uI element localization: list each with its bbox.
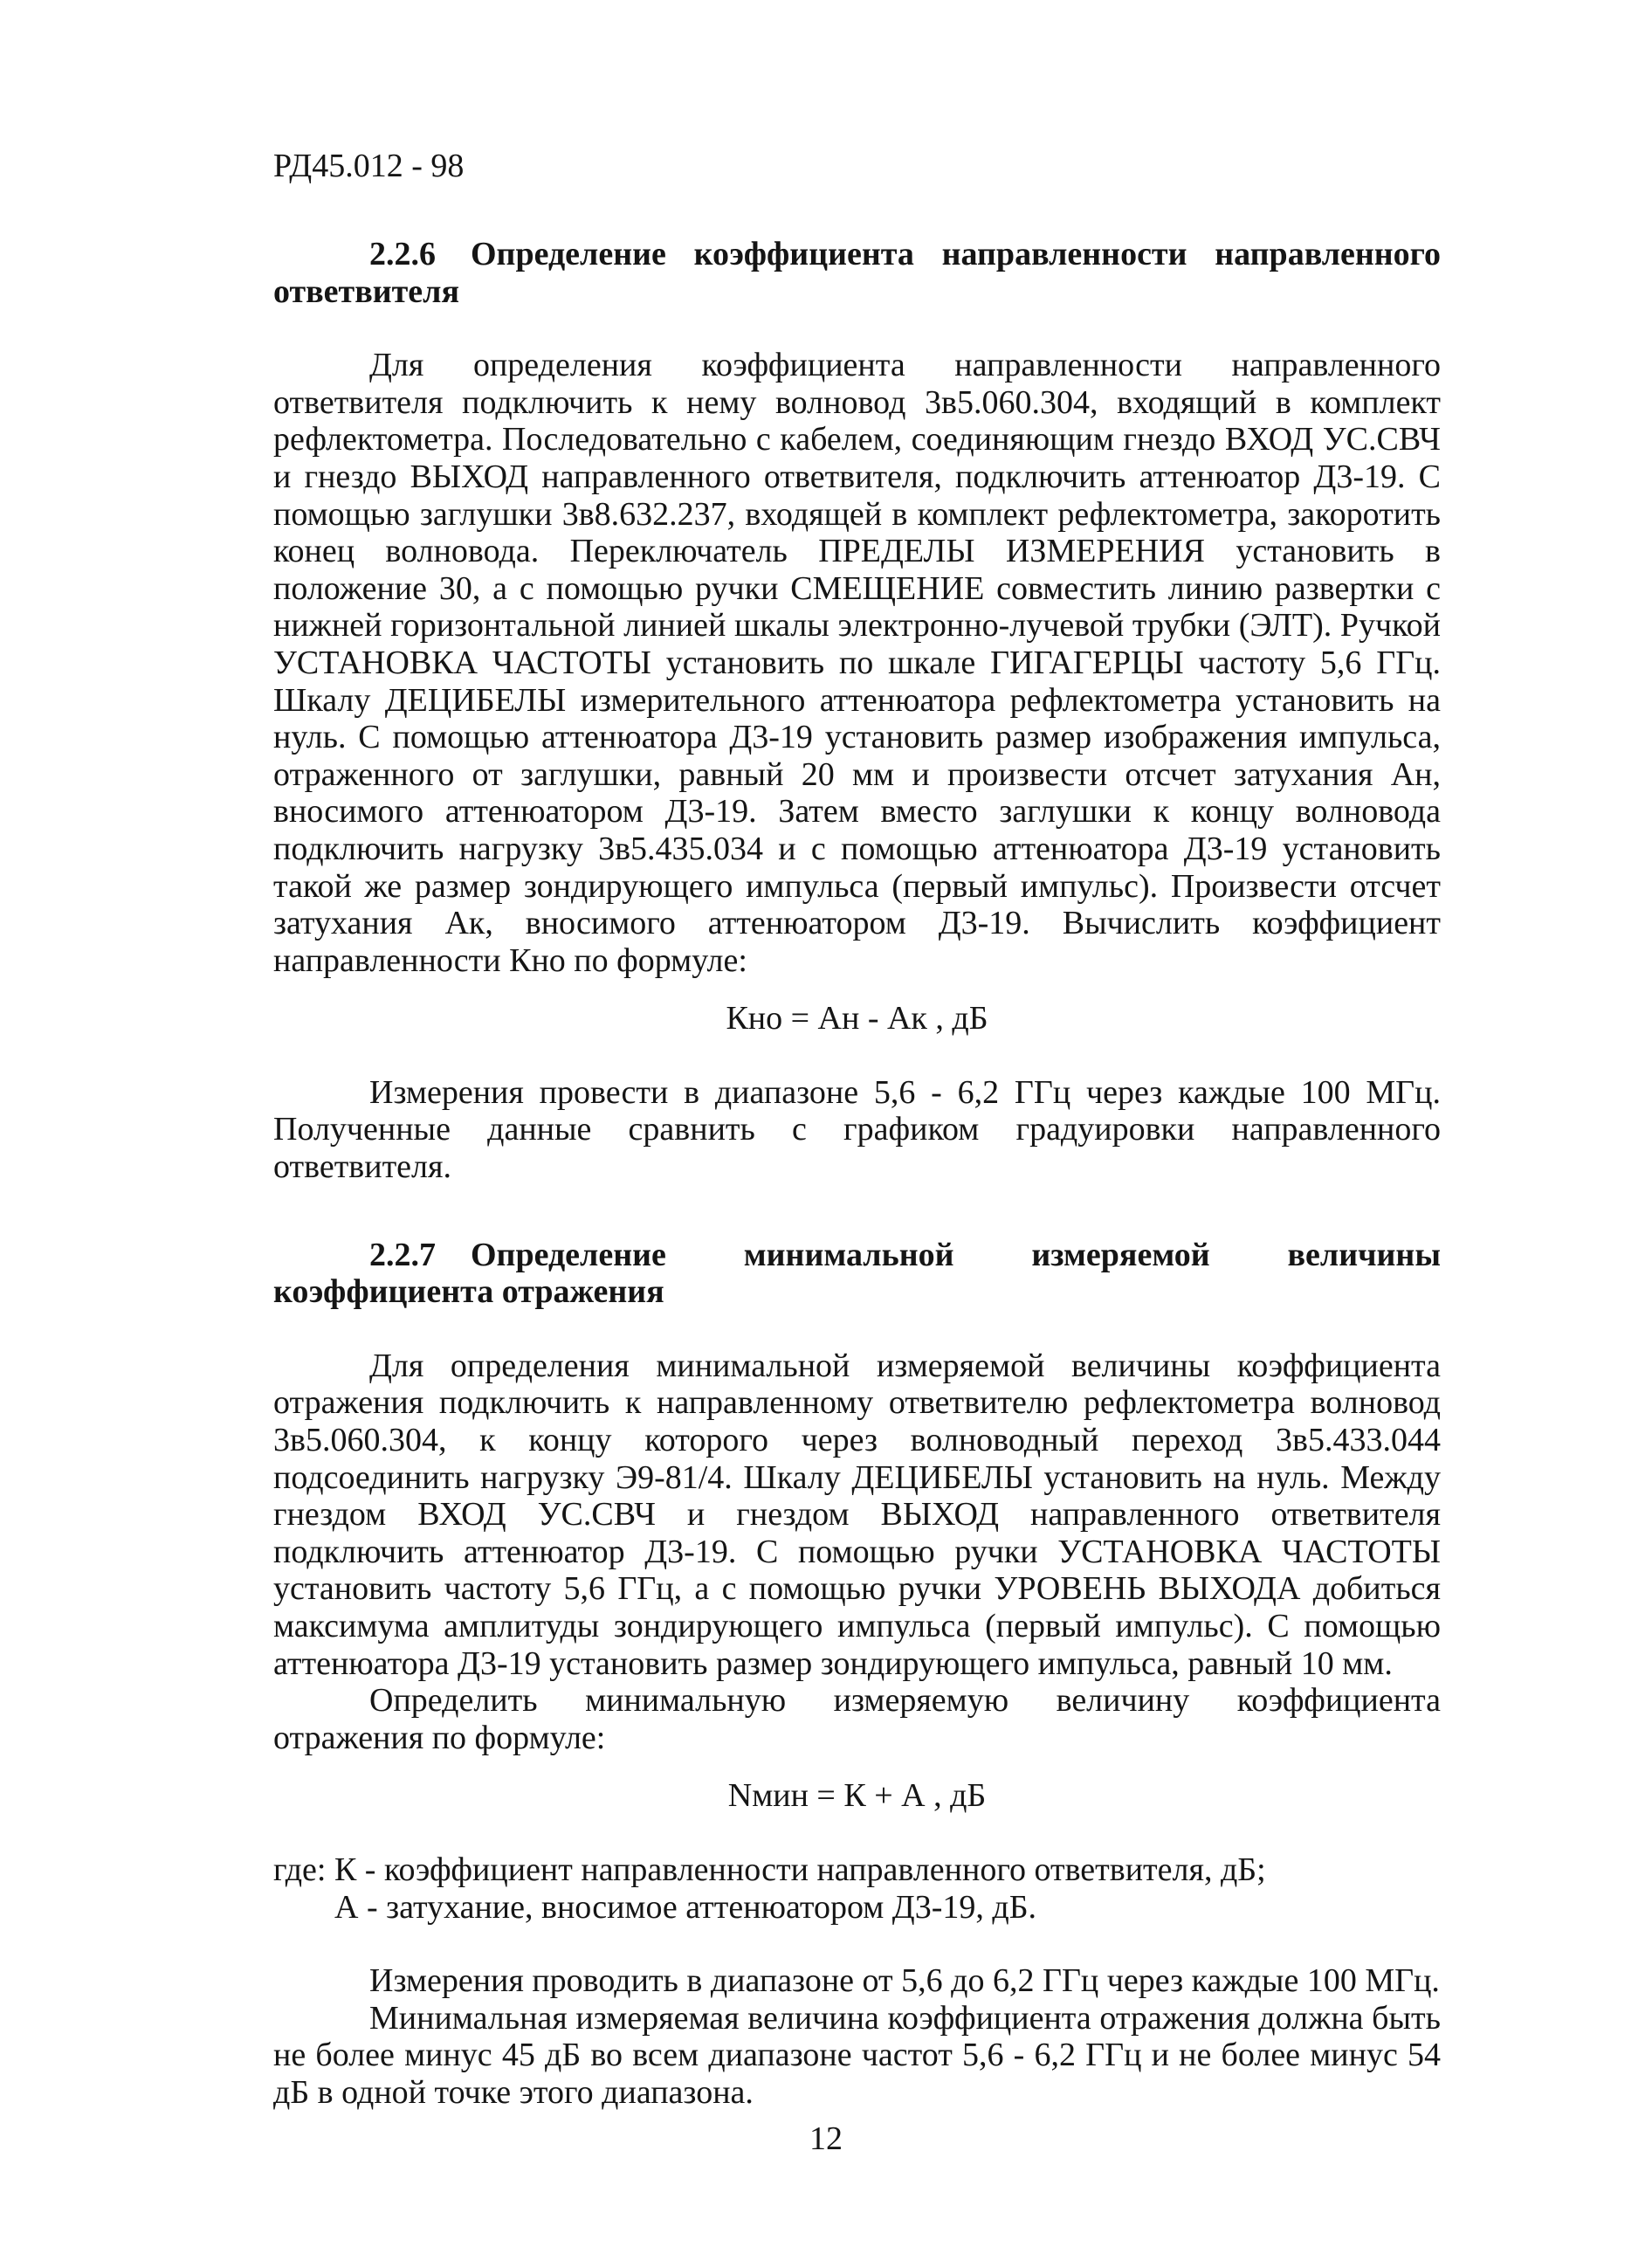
section-number: 2.2.6 <box>369 236 436 272</box>
paragraph: Для определения минимальной измеряемой величины коэффициента отражения подключить к направленному ответвителю рефлектометра волновод 3в5.060.304, к концу которого через волноводный переход 3в5.433.044 подсоединить нагрузку Э9-81/4. Шкалу ДЕЦИБЕЛЫ установить на нуль. Между гнездом ВХОД УС.СВЧ и гнездом ВЫХОД направленного ответвителя подключить аттенюатор Д3-19. С помощью ручки УСТАНОВКА ЧАСТОТЫ установить частоту 5,6 ГГц, а с помощью ручки УРОВЕНЬ ВЫХОДА добиться максимума амплитуды зондирующего импульса (первый импульс). С помощью аттенюатора Д3-19 установить размер зондирующего импульса, равный 10 мм. <box>273 1347 1441 1682</box>
paragraph: Измерения провести в диапазоне 5,6 - 6,2 ГГц через каждые 100 МГц. Полученные данные сравнить с графиком градуировки направленного ответвителя. <box>273 1073 1441 1186</box>
paragraph: Измерения проводить в диапазоне от 5,6 до 6,2 ГГц через каждые 100 МГц. <box>369 1962 1440 2000</box>
paragraph: Определить минимальную измеряемую величину коэффициента отражения по формуле: <box>273 1682 1441 1756</box>
legend-line-k: где: К - коэффициент направленности направленного ответвителя, дБ; <box>273 1851 1266 1888</box>
formula-legend <box>273 1851 1441 1926</box>
formula-min-reflection: Nмин = К + А , дБ <box>727 1777 987 1815</box>
paragraph: Минимальная измеряемая величина коэффициента отражения должна быть не более минус 45 дБ во всем диапазоне частот 5,6 - 6,2 ГГц и не более минус 54 дБ в одной точке этого диапазона. <box>273 1999 1441 2111</box>
paragraph: Для определения коэффициента направленности направленного ответвителя подключить к нему волновод 3в5.060.304, входящий в комплект рефлектометра. Последовательно с кабелем, соединяющим гнездо ВХОД УС.СВЧ и гнездо ВЫХОД направленного ответвителя, подключить аттенюатор Д3-19. С помощью заглушки 3в8.632.237, входящей в комплект рефлектометра, закоротить конец волновода. Переключатель ПРЕДЕЛЫ ИЗМЕРЕНИЯ установить в положение 30, а с помощью ручки СМЕЩЕНИЕ совместить линию развертки с нижней горизонтальной линией шкалы электронно-лучевой трубки (ЭЛТ). Ручкой УСТАНОВКА ЧАСТОТЫ установить по шкале ГИГАГЕРЦЫ частоту 5,6 ГГц. Шкалу ДЕЦИБЕЛЫ измерительного аттенюатора рефлектометра установить на нуль. С помощью аттенюатора Д3-19 установить размер изображения импульса, отраженного от заглушки, равный 20 мм и произвести отсчет затухания Ан, вносимого аттенюатором Д3-19. Затем вместо заглушки к концу волновода подключить нагрузку 3в5.435.034 и с помощью аттенюатора Д3-19 установить такой же размер зондирующего импульса (первый импульс). Произвести отсчет затухания Ак, вносимого аттенюатором Д3-19. Вычислить коэффициент направленности Кно по формуле: <box>273 347 1441 979</box>
section-number: 2.2.7 <box>369 1236 436 1273</box>
page-number: 12 <box>809 2120 843 2157</box>
section-title: Определение коэффициента направленности направленного ответвителя <box>273 236 1441 310</box>
document-code: РД45.012 - 98 <box>273 148 465 184</box>
section-heading-2-2-7 <box>273 1237 1441 1311</box>
section-heading-2-2-6 <box>273 236 1441 310</box>
formula-directivity: Кно = Ан - Ак , дБ <box>726 1000 988 1037</box>
section-title: Определение минимальной измеряемой величины коэффициента отражения <box>273 1236 1441 1311</box>
page-content <box>273 236 1441 2112</box>
legend-line-a: А - затухание, вносимое аттенюатором Д3-19, дБ. <box>334 1888 1037 1926</box>
